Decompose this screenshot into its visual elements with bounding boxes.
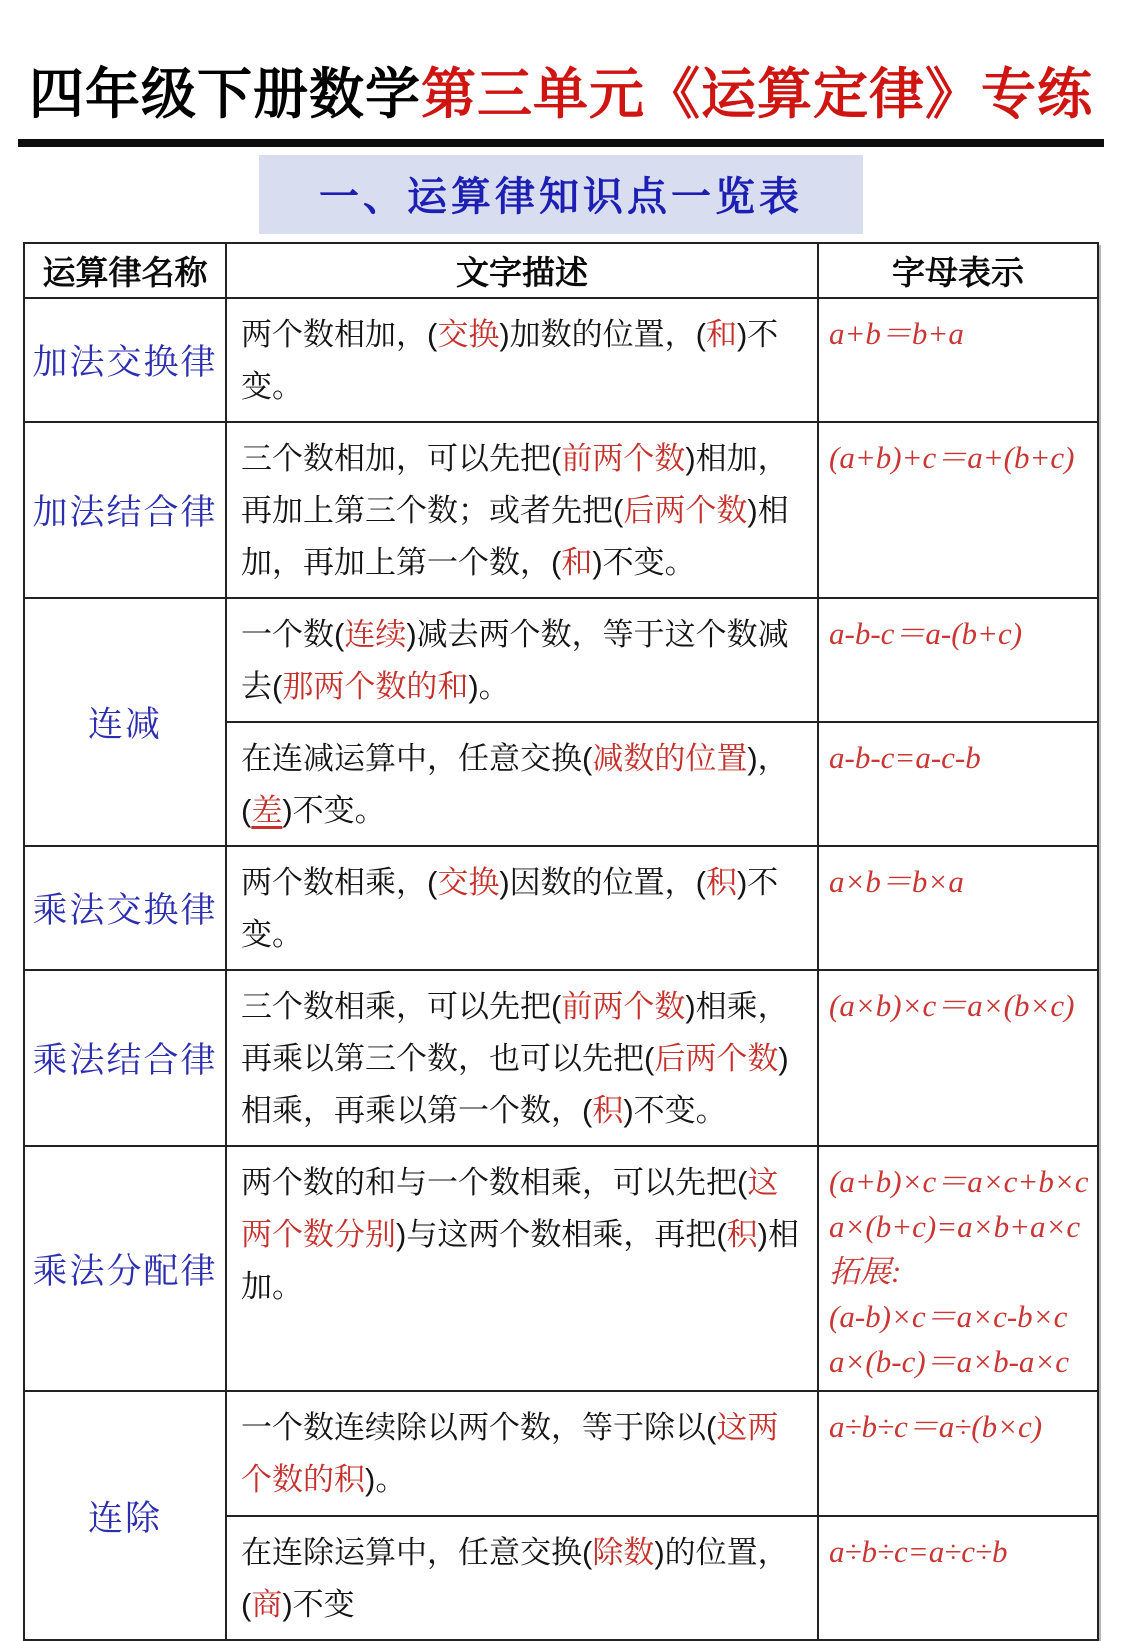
formula-cell [818, 846, 1098, 970]
description-highlight: 后两个数 [654, 1041, 779, 1076]
description-text: )相加，再加上第一个数，( [241, 493, 789, 580]
description-text: )不变 [282, 1587, 355, 1622]
description-text: )减去两个数，等于这个数减去( [241, 617, 789, 704]
description-cell [226, 1516, 818, 1640]
description-text: 三个数相乘，可以先把( [241, 989, 562, 1024]
formula-line: 拓展: [829, 1254, 902, 1289]
table-row [24, 422, 1098, 598]
description-text: 在连除运算中，任意交换( [241, 1535, 593, 1570]
description-text: 在连减运算中，任意交换( [241, 741, 593, 776]
description-text: 一个数( [241, 617, 345, 652]
formula-cell [818, 1391, 1098, 1516]
description-highlight: 和 [705, 317, 737, 352]
description-highlight: 这两个数的积 [241, 1410, 779, 1497]
law-name-cell: 连减 [24, 598, 226, 846]
description-text: 三个数相加，可以先把( [241, 441, 562, 476]
description-highlight: 前两个数 [561, 441, 686, 476]
law-name-cell: 乘法结合律 [24, 970, 226, 1146]
formula-line: a×(b+c)=a×b+a×c [829, 1209, 1081, 1244]
description-highlight: 和 [561, 545, 593, 580]
table-header [24, 243, 1098, 298]
description-text: )与这两个数相乘，再把( [396, 1217, 727, 1252]
title-red-part: 第三单元《运算定律》专练 [421, 63, 1094, 125]
description-cell [226, 846, 818, 970]
law-name-cell: 乘法分配律 [24, 1146, 226, 1391]
description-cell [226, 298, 818, 422]
formula-line: a-b-c=a-c-b [829, 740, 981, 775]
description-text: )相乘，再乘以第一个数，( [241, 1041, 789, 1128]
formula-line: (a-b)×c＝a×c-b×c [829, 1299, 1068, 1334]
description-text: )。 [468, 669, 510, 704]
description-highlight: 差 [251, 793, 283, 828]
description-highlight: 前两个数 [561, 989, 686, 1024]
formula-cell [818, 970, 1098, 1146]
law-name-cell: 加法交换律 [24, 298, 226, 422]
law-name-cell: 连除 [24, 1391, 226, 1640]
description-text: )相加，再加上第三个数；或者先把( [241, 441, 789, 528]
table-row [24, 1146, 1098, 1391]
description-cell [226, 970, 818, 1146]
operation-laws-table [23, 242, 1099, 1641]
description-text: )因数的位置，( [499, 865, 706, 900]
description-cell [226, 722, 818, 846]
description-highlight: 连续 [344, 617, 407, 652]
formula-line: a×b＝b×a [829, 864, 964, 899]
title-double-rule [18, 139, 1104, 147]
description-text: 一个数连续除以两个数，等于除以( [241, 1410, 717, 1445]
description-highlight: 除数 [592, 1535, 655, 1570]
description-cell [226, 1146, 818, 1391]
description-highlight: 积 [726, 1217, 758, 1252]
description-text: )不变。 [241, 865, 779, 952]
formula-cell [818, 598, 1098, 722]
description-text: )。 [365, 1462, 407, 1497]
description-highlight: 这两个数分别 [241, 1165, 779, 1252]
formula-cell [818, 422, 1098, 598]
description-text: )的位置，( [241, 1535, 789, 1622]
formula-cell [818, 1516, 1098, 1640]
law-name-cell: 乘法交换律 [24, 846, 226, 970]
description-cell [226, 1391, 818, 1516]
section-heading: 一、运算律知识点一览表 [259, 155, 863, 234]
formula-line: a-b-c＝a-(b+c) [829, 616, 1023, 651]
description-text: 两个数相乘，( [241, 865, 438, 900]
description-text: )相加。 [241, 1217, 799, 1304]
column-header-2: 字母表示 [818, 243, 1098, 298]
description-text: )相乘，再乘以第三个数，也可以先把( [241, 989, 789, 1076]
formula-line: a+b＝b+a [829, 316, 964, 351]
description-cell [226, 598, 818, 722]
description-text: )不变。 [282, 793, 386, 828]
formula-line: a÷b÷c＝a÷(b×c) [829, 1409, 1043, 1444]
description-text: 两个数相加，( [241, 317, 438, 352]
description-text: )加数的位置，( [499, 317, 706, 352]
table-row [24, 1391, 1098, 1516]
law-name-cell: 加法结合律 [24, 422, 226, 598]
formula-line: (a+b)+c＝a+(b+c) [829, 440, 1075, 475]
description-text: )，( [241, 741, 789, 828]
description-highlight: 那两个数的和 [282, 669, 469, 704]
description-highlight: 积 [592, 1093, 624, 1128]
page-title [0, 0, 1122, 135]
formula-line: (a+b)×c＝a×c+b×c [829, 1164, 1089, 1199]
formula-line: a÷b÷c=a÷c÷b [829, 1534, 1008, 1569]
formula-line: (a×b)×c＝a×(b×c) [829, 988, 1075, 1023]
table-row [24, 846, 1098, 970]
description-highlight: 商 [251, 1587, 283, 1622]
subtitle-row [0, 155, 1122, 234]
column-header-0: 运算律名称 [24, 243, 226, 298]
title-black-part: 四年级下册数学 [28, 63, 421, 125]
description-highlight: 减数的位置 [592, 741, 748, 776]
table-row [24, 298, 1098, 422]
description-highlight: 积 [705, 865, 737, 900]
table-row [24, 970, 1098, 1146]
description-text: )不变。 [241, 317, 779, 404]
description-highlight: 交换 [437, 865, 500, 900]
description-text: 两个数的和与一个数相乘，可以先把( [241, 1165, 748, 1200]
description-cell [226, 422, 818, 598]
description-text: )不变。 [623, 1093, 727, 1128]
formula-cell [818, 298, 1098, 422]
table-header-row [24, 243, 1098, 298]
formula-line: a×(b-c)＝a×b-a×c [829, 1344, 1070, 1379]
description-highlight: 后两个数 [623, 493, 748, 528]
description-text: )不变。 [592, 545, 696, 580]
description-highlight: 交换 [437, 317, 500, 352]
formula-cell [818, 722, 1098, 846]
formula-cell [818, 1146, 1098, 1391]
column-header-1: 文字描述 [226, 243, 818, 298]
table-row [24, 598, 1098, 722]
